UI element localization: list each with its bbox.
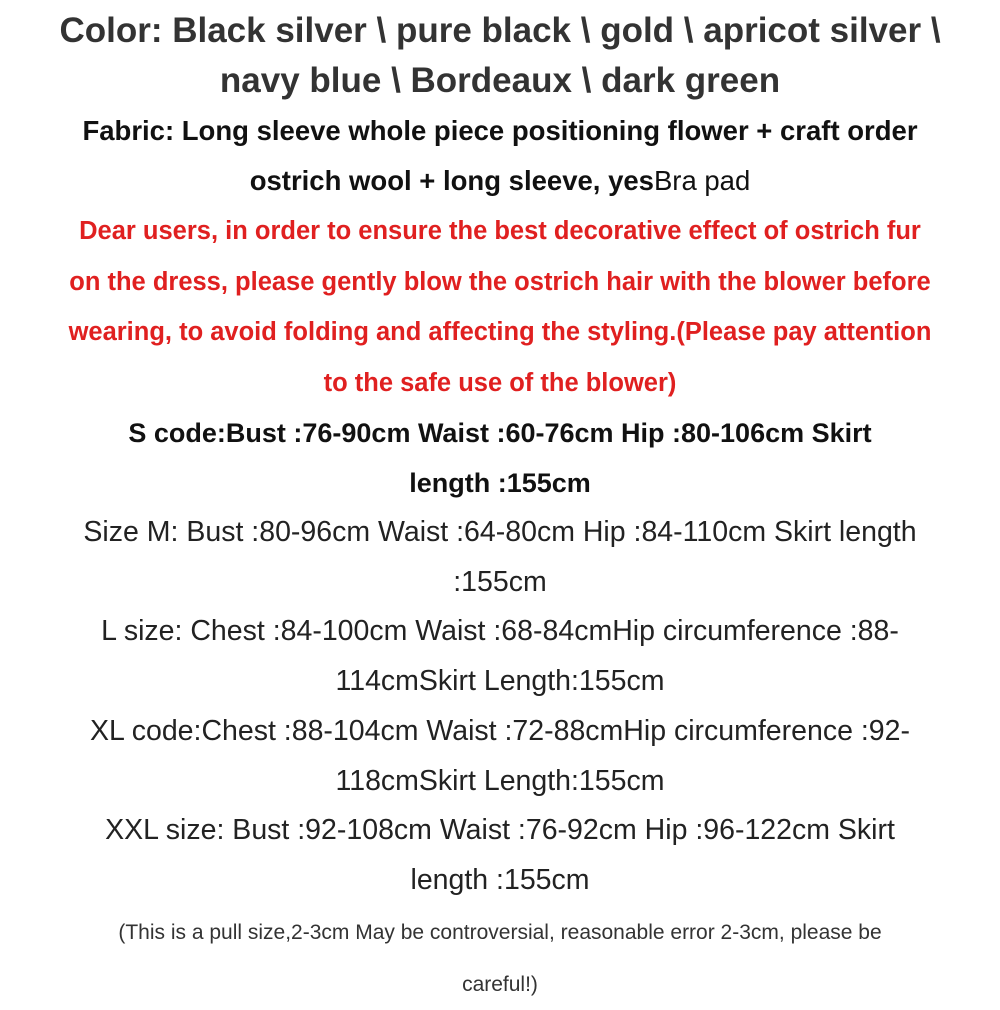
size-s [20,408,980,508]
fabric-section [20,106,980,206]
size-m-line-2: :155cm [453,565,547,598]
fabric-line-2-normal: Bra pad [653,165,751,196]
notice-line-4: to the safe use of the blower) [323,368,677,397]
notice-line-3: wearing, to avoid folding and affecting the styling.(Please pay attention [68,318,932,346]
notice-line-2: on the dress, please gently blow the ostrich hair with the blower before [69,267,931,296]
size-l-line-1: L size: Chest :84-100cm Waist :68-84cmHip circumference :88- [101,615,899,648]
fabric-line-2 [20,156,980,206]
size-xl-line-2: 118cmSkirt Length:155cm [335,764,665,797]
size-note-line-2: careful!) [462,972,538,996]
size-note [20,908,980,1010]
notice-line-1: Dear users, in order to ensure the best decorative effect of ostrich fur [79,217,921,245]
size-s-line-1: S code:Bust :76-90cm Waist :60-76cm Hip :80-106cm Skirt [128,418,872,448]
size-note-line-1: (This is a pull size,2-3cm May be controversial, reasonable error 2-3cm, please be [118,920,882,944]
fabric-line-2-bold: ostrich wool + long sleeve, yes [249,165,654,196]
size-xxl-line-1: XXL size: Bust :92-108cm Waist :76-92cm Hip :96-122cm Skirt [105,814,895,847]
size-l [20,607,980,706]
color-section [20,6,980,106]
color-line-2: navy blue \ Bordeaux \ dark green [219,61,781,100]
size-xl [20,707,980,806]
size-xxl [20,806,980,905]
size-s-line-2: length :155cm [409,468,591,498]
color-line-1: Color: Black silver \ pure black \ gold \ apricot silver \ [59,11,941,50]
fabric-line-1: Fabric: Long sleeve whole piece positioning flower + craft order [82,115,918,146]
size-chart [20,408,980,906]
size-xxl-line-2: length :155cm [410,863,590,896]
size-m [20,508,980,607]
size-m-line-1: Size M: Bust :80-96cm Waist :64-80cm Hip :84-110cm Skirt length [83,516,917,548]
size-l-line-2: 114cmSkirt Length:155cm [335,665,665,698]
blower-notice [20,206,980,408]
size-xl-line-1: XL code:Chest :88-104cm Waist :72-88cmHip circumference :92- [90,714,910,747]
